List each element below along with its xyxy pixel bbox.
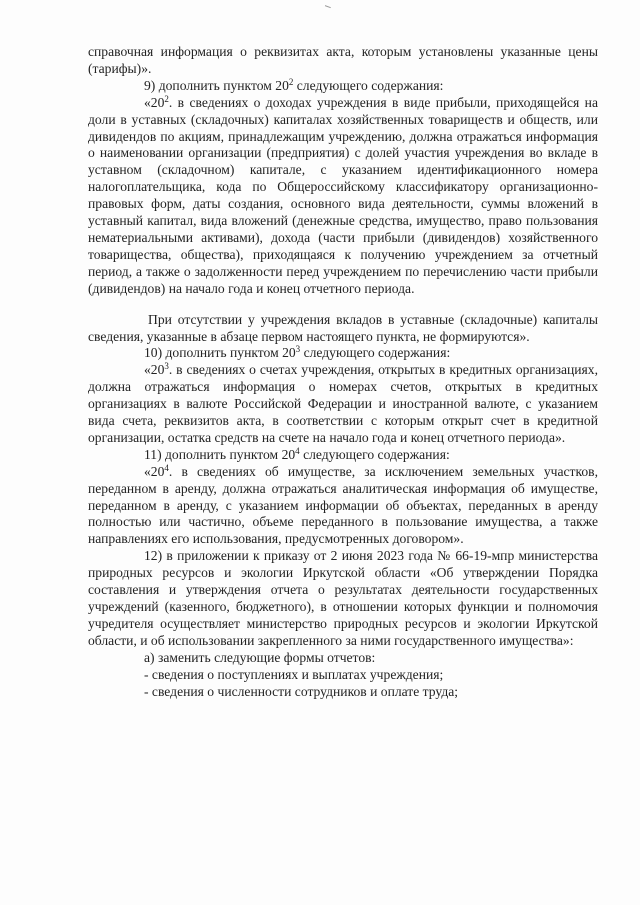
paragraph-no-contributions: При отсутствии у учреждения вкладов в уставные (складочные) капиталы сведения, указанные в абзаце первом настоящего пункта, не формируются». <box>88 311 598 344</box>
paragraph-item-11: 11) дополнить пунктом $20^4$ следующего содержания: <box>144 445 450 462</box>
paragraph-clause-20-2: «$20^2$. в сведениях о доходах учреждения в виде прибыли, приходящейся на доли в уставных (складочных) капиталах хозяйственных товариществ и обществ, или дивидендов по акциям, принадлежащим учреждению, должна отражаться информация о наименовании организации (предприятия) с долей участия учреждения во вкладе в уставном (складочном) капитале, с указанием идентификационного номера налогоплательщика, кода по Общероссийскому классификатору организационно-правовых форм, даты создания, основного вида деятельности, суммы вложений в уставный капитал, вида вложений (денежные средства, имущество, право пользования нематериальными активами), дохода (части прибыли (дивидендов) хозяйственного товарищества, общества), приходящаяся к получению учреждением за отчетный период, а также о задолженности перед учреждением по перечислению части прибыли (дивидендов) на начало года и конец отчетного периода. <box>88 93 598 296</box>
document-body <box>88 44 598 700</box>
paragraph-item-12: 12) в приложении к приказу от 2 июня 2023 года № 66-19-мпр министерства природных ресурсов и экологии Иркутской области «Об утверждении Порядка составления и утверждения отчета о результатах деятельности государственных учреждений (казенного, бюджетного), в отношении которых функции и полномочия учредителя осуществляет министерство природных ресурсов и экологии Иркутской области, и об использовании закрепленного за ними государственного имущества»: <box>88 548 598 648</box>
paragraph-subitem-a: а) заменить следующие формы отчетов: <box>144 649 376 665</box>
paragraph-item-9: 9) дополнить пунктом $20^2$ следующего содержания: <box>144 76 444 93</box>
list-item-staff-salary: - сведения о численности сотрудников и оплате труда; <box>144 683 459 699</box>
paragraph-item-10: 10) дополнить пунктом $20^3$ следующего содержания: <box>144 344 451 361</box>
list-item-receipts-payments: - сведения о поступлениях и выплатах учреждения; <box>144 666 444 682</box>
paragraph-clause-20-3: «$20^3$. в сведениях о счетах учреждения, открытых в кредитных организациях, должна отражаться информация о номерах счетов, открытых в кредитных организациях в валюте Российской Федерации и иностранной валюте, с указанием вида счета, реквизитов акта, в соответствии с которым открыт счет в кредитной организации, остатка средств на счете на начало года и конец отчетного периода». <box>88 361 598 445</box>
paragraph-clause-20-4: «$20^4$. в сведениях об имуществе, за исключением земельных участков, переданном в аренду, должна отражаться аналитическая информация об имуществе, переданном в аренду, с указанием информации об объектах, переданных в аренду полностью или частично, объеме переданного в пользование имущества, а также направлениях его использования, предусмотренных договором». <box>88 462 598 547</box>
paragraph-reference-info: справочная информация о реквизитах акта, которым установлены указанные цены (тарифы)». <box>88 44 598 76</box>
scan-mark <box>323 5 331 13</box>
